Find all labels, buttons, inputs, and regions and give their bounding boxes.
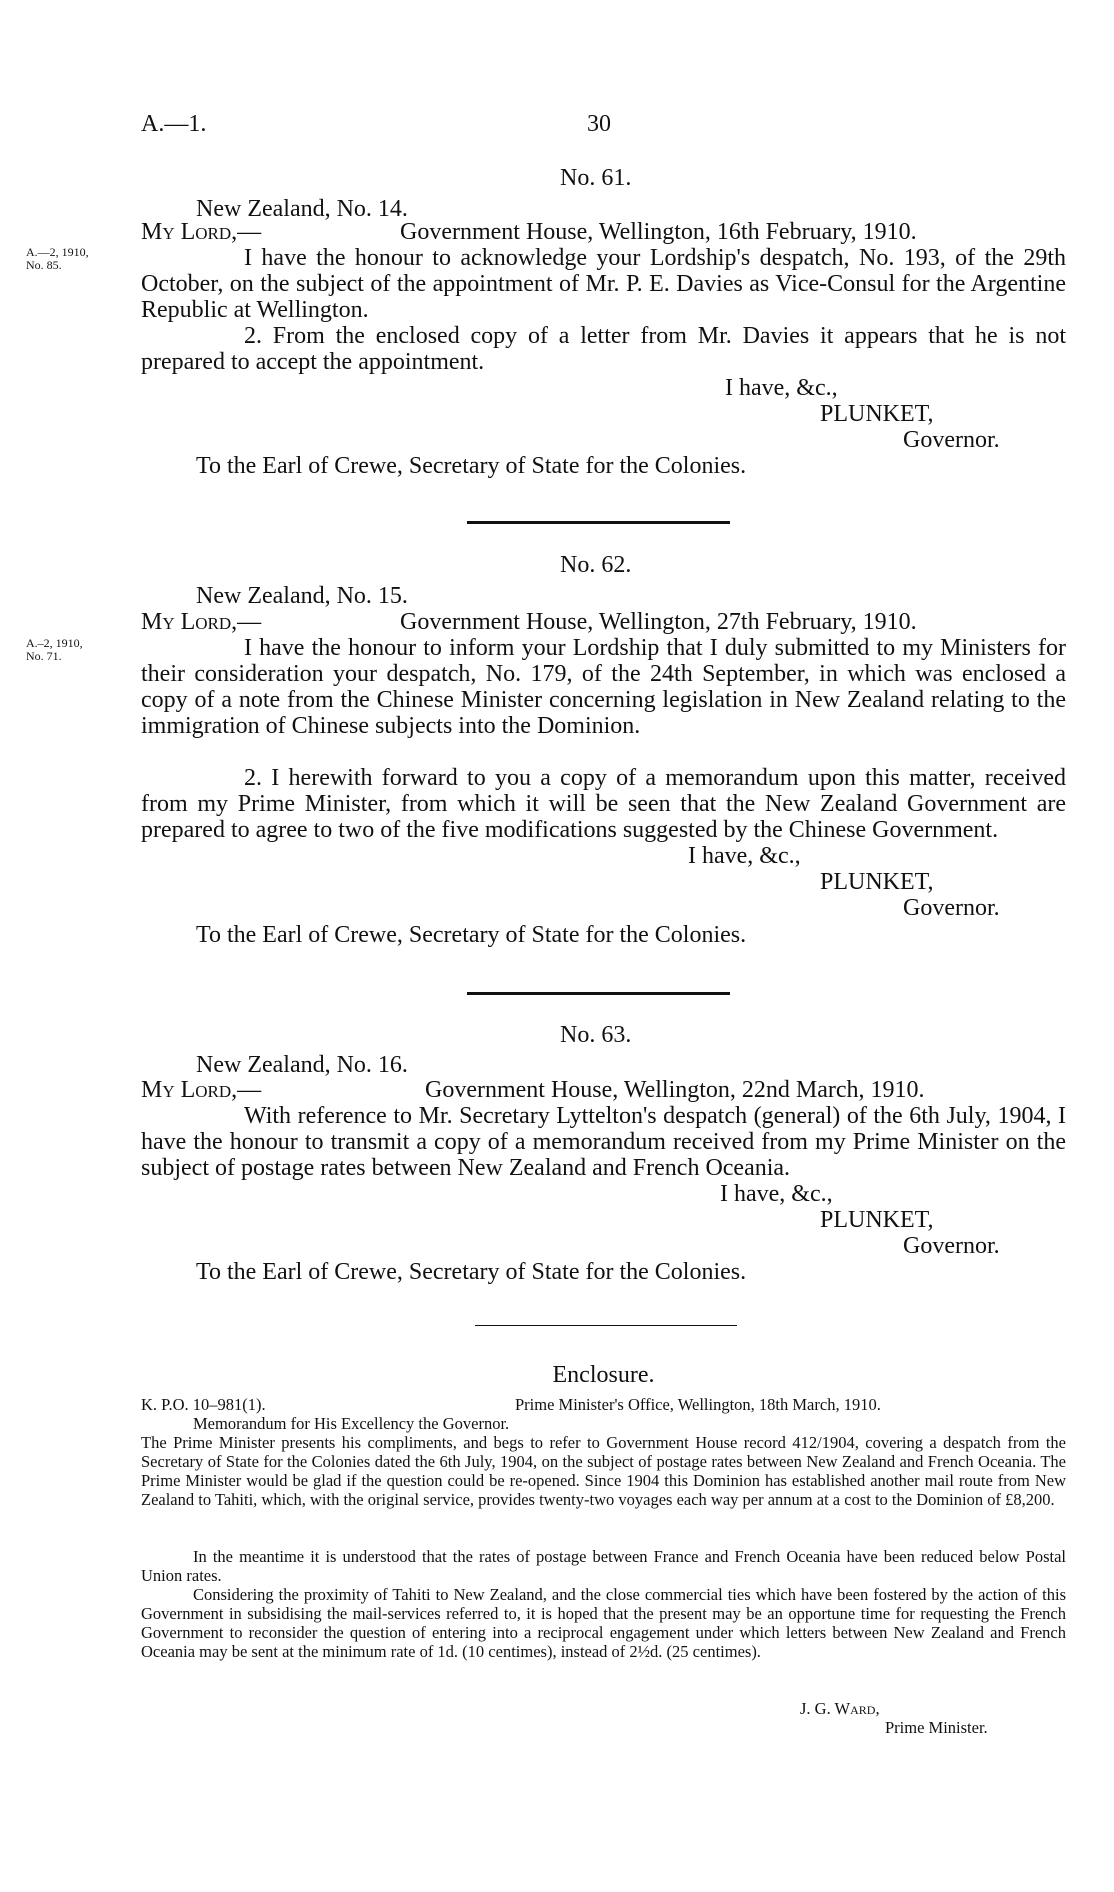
letter-paragraph: With reference to Mr. Secretary Lyttelton's despatch (general) of the 6th July, 1904, I have the honour to transmit a copy of a memorandum received from my Prime Minister on the subject of postage rates between New Zealand and French Oceania. <box>141 1103 1066 1181</box>
letter-paragraph: 2. From the enclosed copy of a letter from Mr. Davies it appears that he is not prepared to accept the appointment. <box>141 323 1066 375</box>
addressee: To the Earl of Crewe, Secretary of State for the Colonies. <box>196 1259 747 1285</box>
margin-reference <box>26 637 83 663</box>
signature: PLUNKET, <box>820 869 934 895</box>
letter-number: No. 62. <box>560 552 632 578</box>
enclosure-paragraph: In the meantime it is understood that the rates of postage between France and French Oceania have been reduced below Postal Union rates. <box>141 1547 1066 1585</box>
enclosure-signatory-title: Prime Minister. <box>885 1718 988 1737</box>
place-date: Government House, Wellington, 22nd March, 1910. <box>425 1077 925 1103</box>
salutation: My Lord,— <box>141 1077 262 1103</box>
margin-reference <box>26 246 89 272</box>
letter-ref: New Zealand, No. 16. <box>196 1052 408 1078</box>
letter-ref: New Zealand, No. 15. <box>196 583 408 609</box>
margin-reference-line: A.–2, 1910, <box>26 636 83 650</box>
margin-reference-line: No. 71. <box>26 649 62 663</box>
margin-reference-line: A.—2, 1910, <box>26 245 89 259</box>
place-date: Government House, Wellington, 27th February, 1910. <box>400 609 917 635</box>
document-reference: A.—1. <box>141 111 207 137</box>
enclosure-paragraph: Considering the proximity of Tahiti to New Zealand, and the close commercial ties which have been fostered by the action of this Government in subsidising the mail-services referred to, it is hoped that the present may be an opportune time for requesting the French Government to reconsider the question of entering into a reciprocal engagement under which letters between New Zealand and French Oceania may be sent at the minimum rate of 1d. (10 centimes), instead of 2½d. (25 centimes). <box>141 1585 1066 1661</box>
letter-paragraph: I have the honour to acknowledge your Lordship's despatch, No. 193, of the 29th October, on the subject of the appointment of Mr. P. E. Davies as Vice-Consul for the Argentine Republic at Wellington. <box>141 245 1066 323</box>
section-divider <box>475 1325 737 1326</box>
addressee: To the Earl of Crewe, Secretary of State for the Colonies. <box>196 922 747 948</box>
letter-number: No. 61. <box>560 165 632 191</box>
closing: I have, &c., <box>725 375 838 401</box>
signatory-title: Governor. <box>903 1233 1000 1259</box>
letter-ref: New Zealand, No. 14. <box>196 196 408 222</box>
signature: PLUNKET, <box>820 401 934 427</box>
closing: I have, &c., <box>720 1181 833 1207</box>
addressee: To the Earl of Crewe, Secretary of State for the Colonies. <box>196 453 747 479</box>
letter-paragraph: 2. I herewith forward to you a copy of a memorandum upon this matter, received from my Prime Minister, from which it will be seen that the New Zealand Government are prepared to agree to two of the five modifications suggested by the Chinese Government. <box>141 765 1066 843</box>
letter-paragraph: I have the honour to inform your Lordship that I duly submitted to my Ministers for their consideration your despatch, No. 179, of the 24th September, in which was enclosed a copy of a note from the Chinese Minister concerning legislation in New Zealand relating to the immigration of Chinese subjects into the Dominion. <box>141 635 1066 739</box>
salutation: My Lord,— <box>141 219 262 245</box>
memorandum-title: Memorandum for His Excellency the Governor. <box>193 1414 510 1433</box>
place-date: Government House, Wellington, 16th February, 1910. <box>400 219 917 245</box>
section-divider <box>467 521 730 524</box>
enclosure-signature: J. G. Ward, <box>800 1699 880 1718</box>
letter-number: No. 63. <box>560 1022 632 1048</box>
salutation: My Lord,— <box>141 609 262 635</box>
enclosure-file-reference: K. P.O. 10–981(1). <box>141 1395 266 1414</box>
signature: PLUNKET, <box>820 1207 934 1233</box>
enclosure-heading: Enclosure. <box>552 1362 655 1388</box>
margin-reference-line: No. 85. <box>26 258 62 272</box>
page-number: 30 <box>587 111 611 137</box>
signatory-title: Governor. <box>903 427 1000 453</box>
enclosure-place-date: Prime Minister's Office, Wellington, 18th March, 1910. <box>515 1395 881 1414</box>
signatory-title: Governor. <box>903 895 1000 921</box>
closing: I have, &c., <box>688 843 801 869</box>
enclosure-paragraph: The Prime Minister presents his compliments, and begs to refer to Government House record 412/1904, covering a despatch from the Secretary of State for the Colonies dated the 6th July, 1904, on the subject of postage rates between New Zealand and French Oceania. The Prime Minister would be glad if the question could be re-opened. Since 1904 this Dominion has established another mail route from New Zealand to Tahiti, which, with the original service, provides twenty-two voyages each way per annum at a cost to the Dominion of £8,200. <box>141 1433 1066 1509</box>
section-divider <box>467 992 730 995</box>
